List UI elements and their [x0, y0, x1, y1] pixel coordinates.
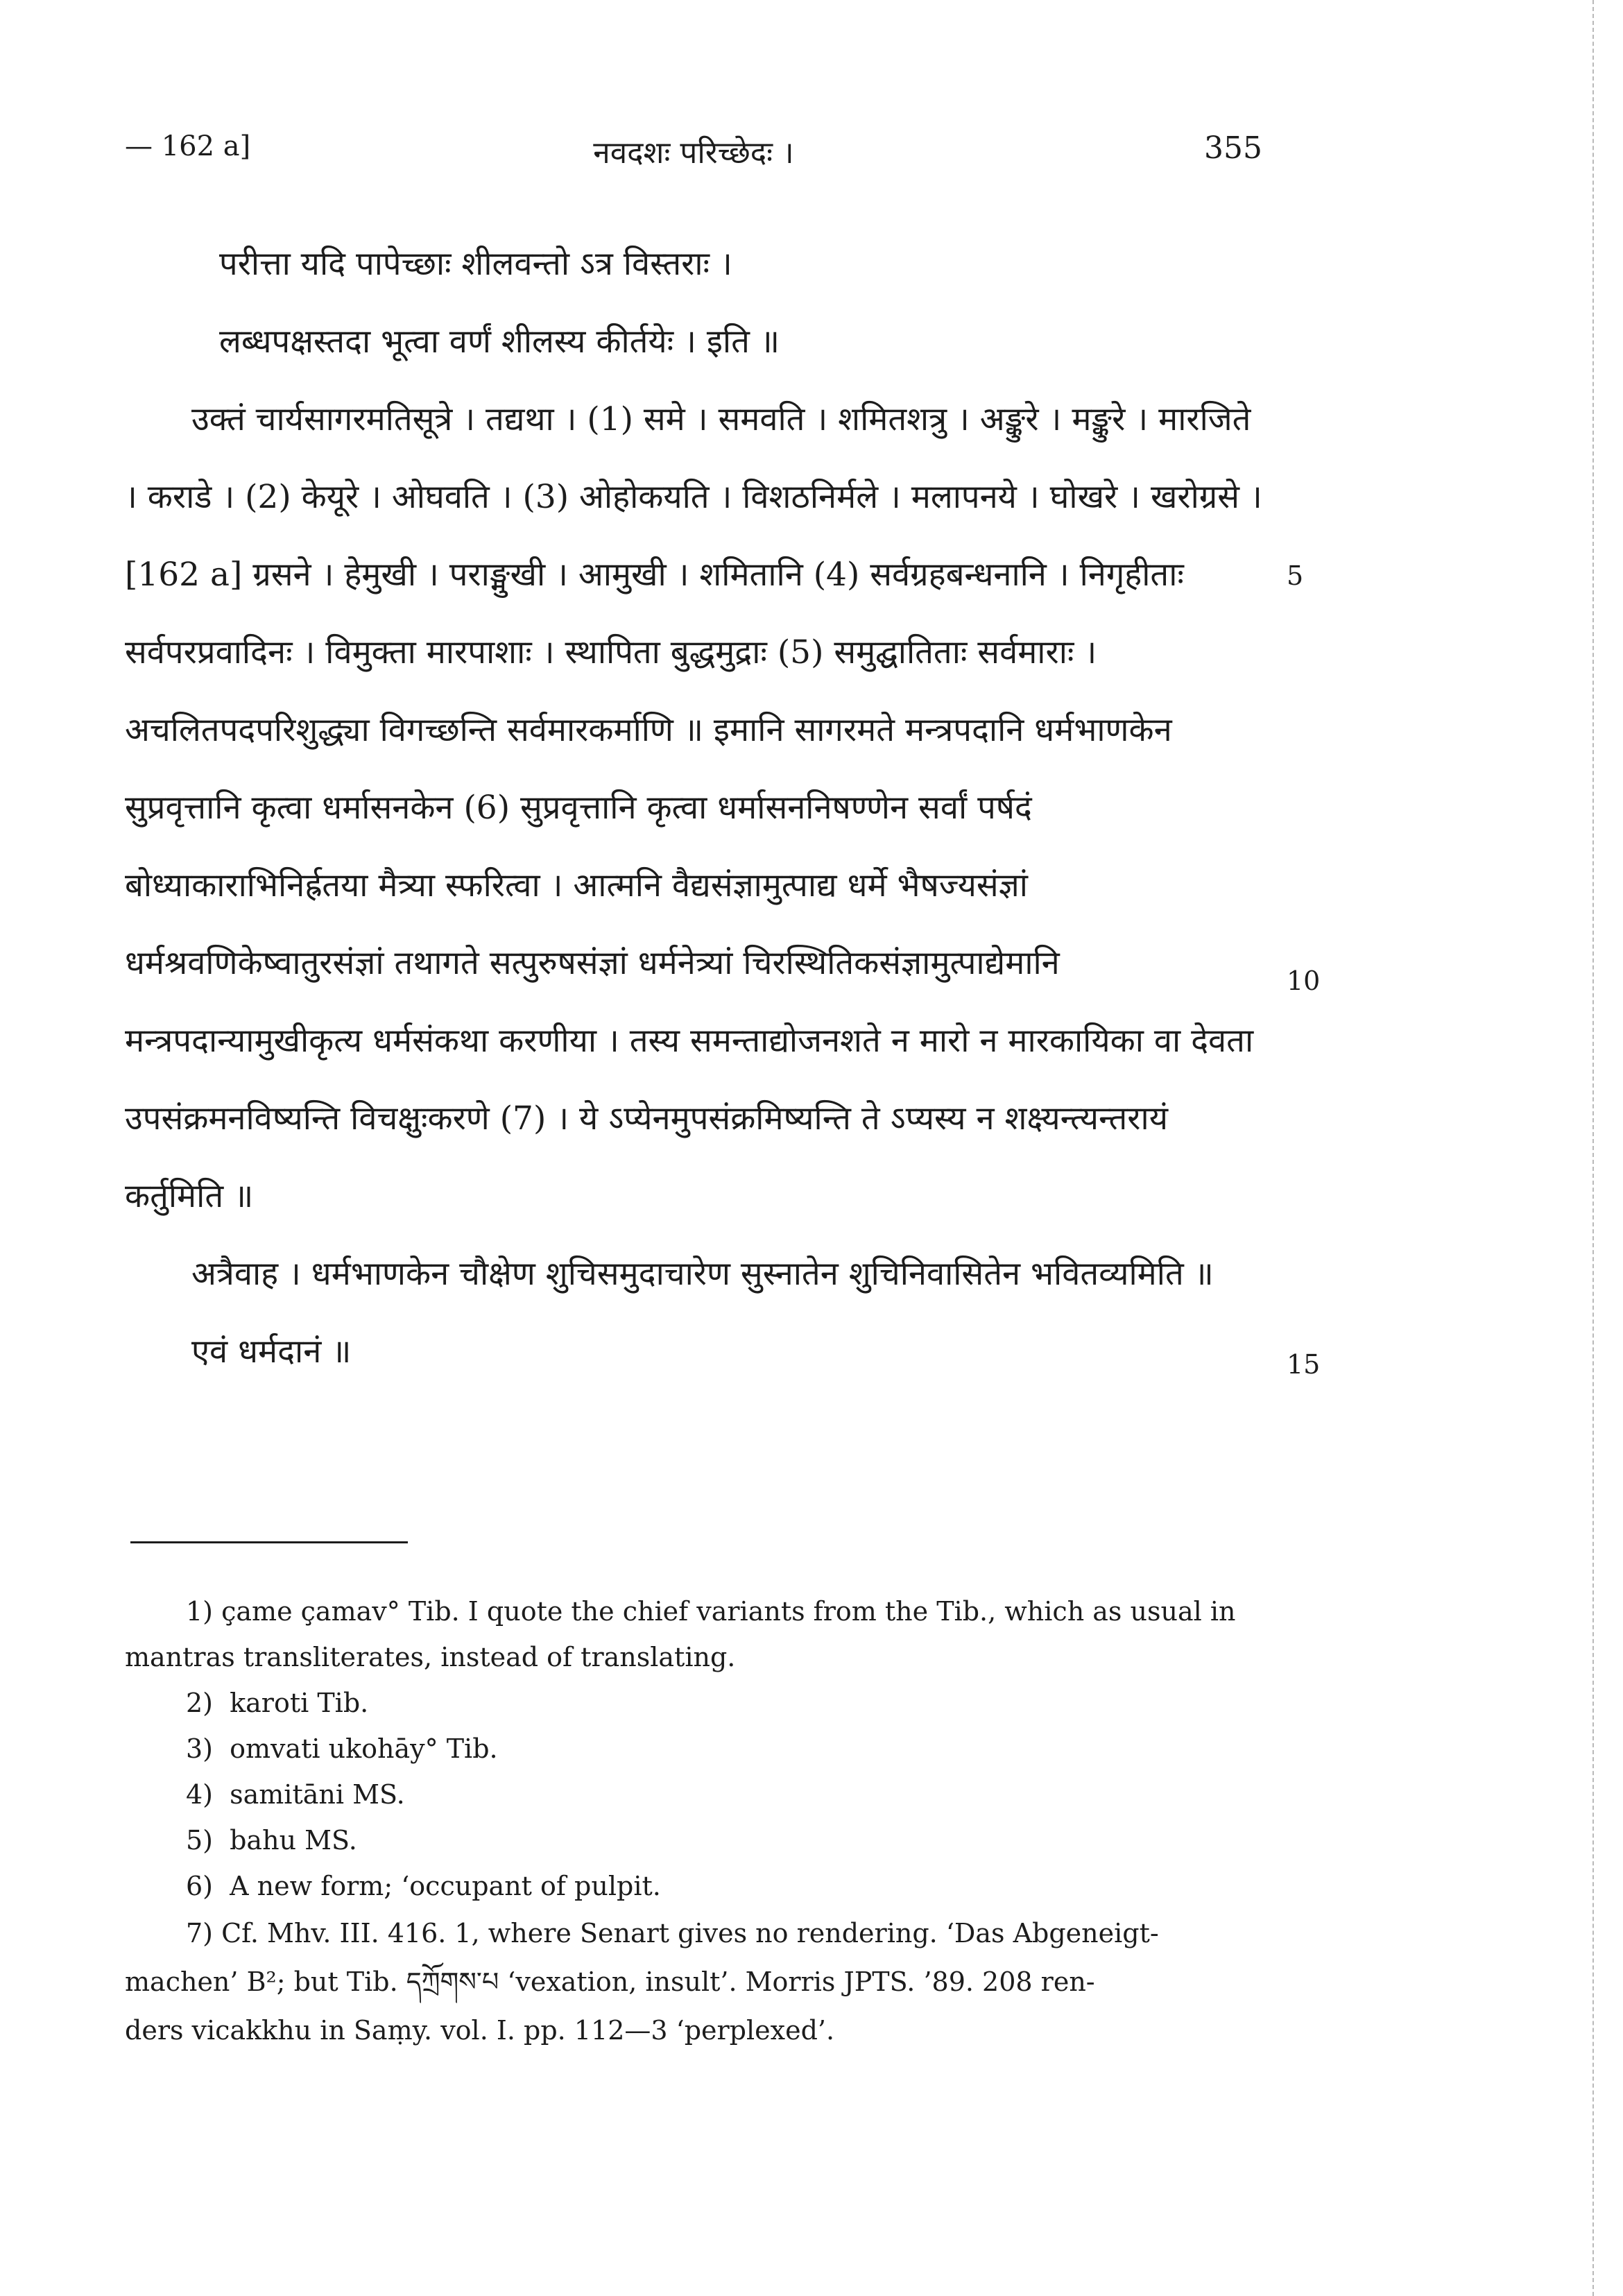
verse-line-1: परीत्ता यदि पापेच्छाः शीलवन्तो ऽत्र विस्तराः ।	[219, 245, 732, 283]
verse-line-2: लब्धपक्षस्तदा भूत्वा वर्णं शीलस्य कीर्तयेः । इति ॥	[219, 323, 780, 361]
line-number-15: 15	[1287, 1349, 1321, 1380]
header-chapter-title: नवदशः परिच्छेदः ।	[593, 135, 794, 171]
footnote-number: 4)	[186, 1779, 214, 1810]
footnote-text: omvati ukohāy° Tib.	[230, 1733, 498, 1764]
footnote-text: bahu MS.	[230, 1825, 357, 1856]
footnote-number: 3)	[186, 1733, 214, 1764]
footnote-number: 5)	[186, 1825, 214, 1856]
footnote-7	[125, 1909, 1262, 2055]
footnote-number: 7)	[186, 1918, 214, 1948]
footnote-4	[125, 1772, 1262, 1817]
footnote-2	[125, 1680, 1262, 1726]
footnote-6	[125, 1863, 1262, 1909]
footnote-3	[125, 1726, 1262, 1772]
footnotes	[125, 1588, 1262, 2055]
footnote-line: ders vicakkhu in Saṃy. vol. I. pp. 112—3 ‘perplexed’.	[125, 2015, 835, 2046]
footnote-5	[125, 1817, 1262, 1863]
paragraph-mantra: उक्तं चार्यसागरमतिसूत्रे । तद्यथा । (1) समे । समवति । शमितशत्रु । अङ्कुरे । मङ्कुरे । मारजिते । कराडे । (2) केयूरे । ओघवति । (3) ओहोकयति । विशठनिर्मले । मलापनये । घोखरे । खरोग्रसे । [162 a] ग्रसने । हेमुखी । पराङ्मुखी । आमुखी । शमितानि (4) सर्वग्रहबन्धनानि । निगृहीताः सर्वपरप्रवादिनः । विमुक्ता मारपाशाः । स्थापिता बुद्धमुद्राः (5) समुद्घातिताः सर्वमाराः । अचलितपदपरिशुद्ध्या विगच्छन्ति सर्वमारकर्माणि ॥ इमानि सागरमते मन्त्रपदानि धर्मभाणकेन सुप्रवृत्तानि कृत्वा धर्मासनकेन (6) सुप्रवृत्तानि कृत्वा धर्मासननिषण्णेन सर्वां पर्षदं बोध्याकाराभिनिर्ह्रतया मैत्र्या स्फरित्वा । आत्मनि वैद्यसंज्ञामुत्पाद्य धर्मे भैषज्यसंज्ञां धर्मश्रवणिकेष्वातुरसंज्ञां तथागते सत्पुरुषसंज्ञां धर्मनेत्र्यां चिरस्थितिकसंज्ञामुत्पाद्येमानि मन्त्रपदान्यामुखीकृत्य धर्मसंकथा करणीया । तस्य समन्ताद्योजनशते न मारो न मारकायिका वा देवता उपसंक्रमनविष्यन्ति विचक्षुःकरणे (7) । ये ऽप्येनमुपसंक्रमिष्यन्ति ते ऽप्यस्य न शक्ष्यन्त्यन्तरायं कर्तुमिति ॥	[125, 400, 1262, 1215]
footnote-text: Cf. Mhv. III. 416. 1, where Senart gives no rendering. ‘Das Abgeneigt-	[221, 1918, 1159, 1948]
footnote-line	[125, 1909, 1262, 1957]
running-header	[125, 130, 1262, 179]
footnote-number: 1)	[186, 1596, 214, 1627]
page-number: 355	[1204, 130, 1262, 166]
footnote-text: karoti Tib.	[230, 1688, 369, 1718]
paragraph-closing: एवं धर्मदानं ॥	[191, 1333, 352, 1371]
header-section-ref: — 162 a]	[125, 130, 251, 162]
footnote-number: 2)	[186, 1688, 214, 1718]
footnote-text: A new form; ‘occupant of pulpit.	[230, 1871, 661, 1901]
footnote-1	[125, 1588, 1262, 1680]
footnote-separator	[130, 1541, 408, 1543]
footnote-text: çame çamav° Tib. I quote the chief variants from the Tib., which as usual in mantras transliterates, instead of translating.	[125, 1596, 1236, 1672]
paragraph-instruction: अत्रैवाह । धर्मभाणकेन चौक्षेण शुचिसमुदाचारेण सुस्नातेन शुचिनिवासितेन भवितव्यमिति ॥	[191, 1255, 1214, 1293]
page-edge-line	[1592, 0, 1594, 2296]
footnote-text: samitāni MS.	[230, 1779, 405, 1810]
line-number-10: 10	[1287, 966, 1321, 996]
footnote-line: machen’ B²; but Tib. དཀྲོགས་པ ‘vexation, insult’. Morris JPTS. ’89. 208 ren-	[125, 1967, 1095, 1997]
footnote-number: 6)	[186, 1871, 214, 1901]
main-text	[125, 225, 1262, 1391]
line-number-5: 5	[1287, 560, 1304, 591]
